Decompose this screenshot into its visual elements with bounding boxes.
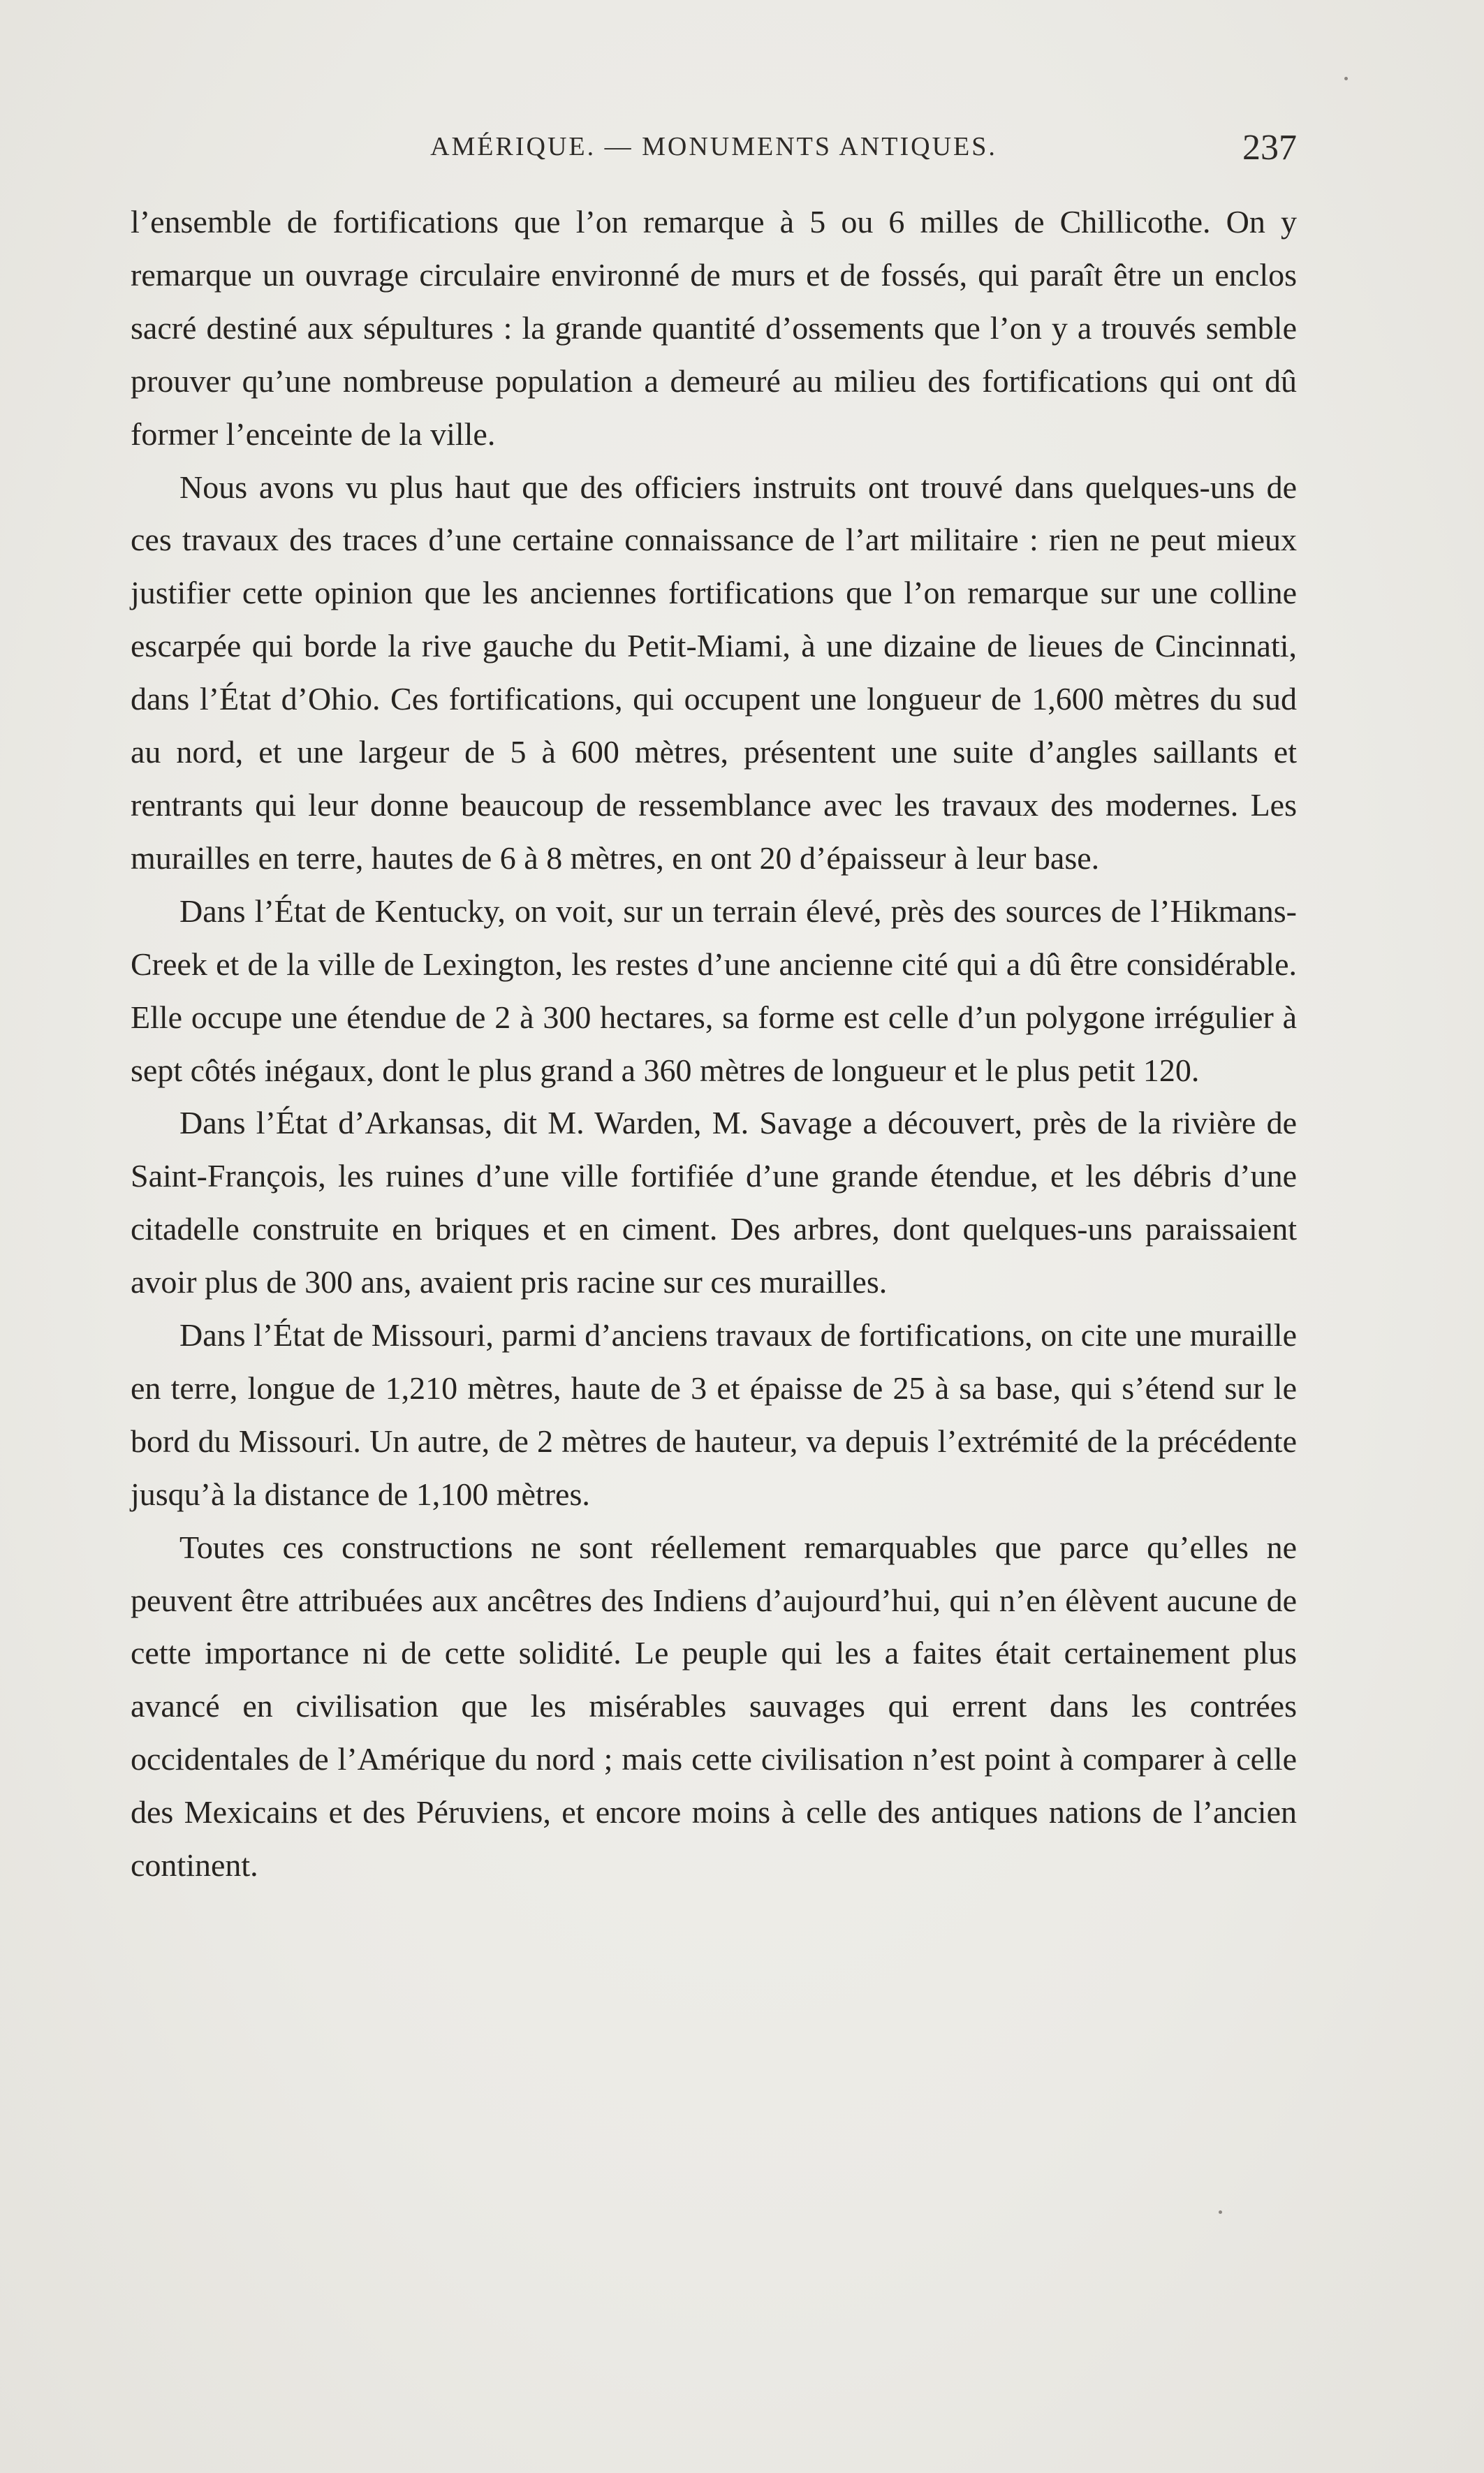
paragraph-continued: l’ensemble de fortifications que l’on remarque à 5 ou 6 milles de Chillicothe. On y remarque un ouvrage circulaire environné de murs et de fossés, qui paraît être un enclos sacré destiné aux sépultures : la grande quantité d’ossements que l’on y a trouvés semble prouver qu’une nombreuse population a demeuré au milieu des fortifications qui ont dû former l’enceinte de la ville. (131, 204, 1297, 452)
page-number: 237 (1242, 128, 1297, 168)
paper-speck (1344, 77, 1348, 80)
paragraph-conclusion: Toutes ces constructions ne sont réellement remarquables que parce qu’elles ne peuvent être attribuées aux ancêtres des Indiens d’aujourd’hui, qui n’en élèvent aucune de cette importance ni de cette solidité. Le peuple qui les a faites était certainement plus avancé en civilisation que les misérables sauvages qui errent dans les contrées occidentales de l’Amérique du nord ; mais cette civilisation n’est point à comparer à celle des Mexicains et des Péruviens, et encore moins à celle des antiques nations de l’ancien continent. (131, 1529, 1297, 1884)
body-text (131, 196, 1297, 1892)
paper-speck (1219, 2210, 1222, 2214)
page-header (131, 128, 1297, 173)
paragraph-missouri: Dans l’État de Missouri, parmi d’anciens travaux de fortifications, on cite une muraille en terre, longue de 1,210 mètres, haute de 3 et épaisse de 25 à sa base, qui s’étend sur le bord du Missouri. Un autre, de 2 mètres de hauteur, va depuis l’extrémité de la précédente jusqu’à la distance de 1,100 mètres. (131, 1317, 1297, 1512)
paragraph-ohio: Nous avons vu plus haut que des officiers instruits ont trouvé dans quelques-uns de ces travaux des traces d’une certaine connaissance de l’art militaire : rien ne peut mieux justifier cette opinion que les anciennes fortifications que l’on remarque sur une colline escarpée qui borde la rive gauche du Petit-Miami, à une dizaine de lieues de Cincinnati, dans l’État d’Ohio. Ces fortifications, qui occupent une longueur de 1,600 mètres du sud au nord, et une largeur de 5 à 600 mètres, présentent une suite d’angles saillants et rentrants qui leur donne beaucoup de ressemblance avec les travaux des modernes. Les murailles en terre, hautes de 6 à 8 mètres, en ont 20 d’épaisseur à leur base. (131, 469, 1297, 876)
paragraph-arkansas: Dans l’État d’Arkansas, dit M. Warden, M. Savage a découvert, près de la rivière de Saint-François, les ruines d’une ville fortifiée d’une grande étendue, et les débris d’une citadelle construite en briques et en ciment. Des arbres, dont quelques-uns paraissaient avoir plus de 300 ans, avaient pris racine sur ces murailles. (131, 1105, 1297, 1300)
running-title: AMÉRIQUE. — MONUMENTS ANTIQUES. (430, 132, 997, 161)
paragraph-kentucky: Dans l’État de Kentucky, on voit, sur un terrain élevé, près des sources de l’Hikmans-Creek et de la ville de Lexington, les restes d’une ancienne cité qui a dû être considérable. Elle occupe une étendue de 2 à 300 hectares, sa forme est celle d’un polygone irrégulier à sept côtés inégaux, dont le plus grand a 360 mètres de longueur et le plus petit 120. (131, 893, 1297, 1088)
